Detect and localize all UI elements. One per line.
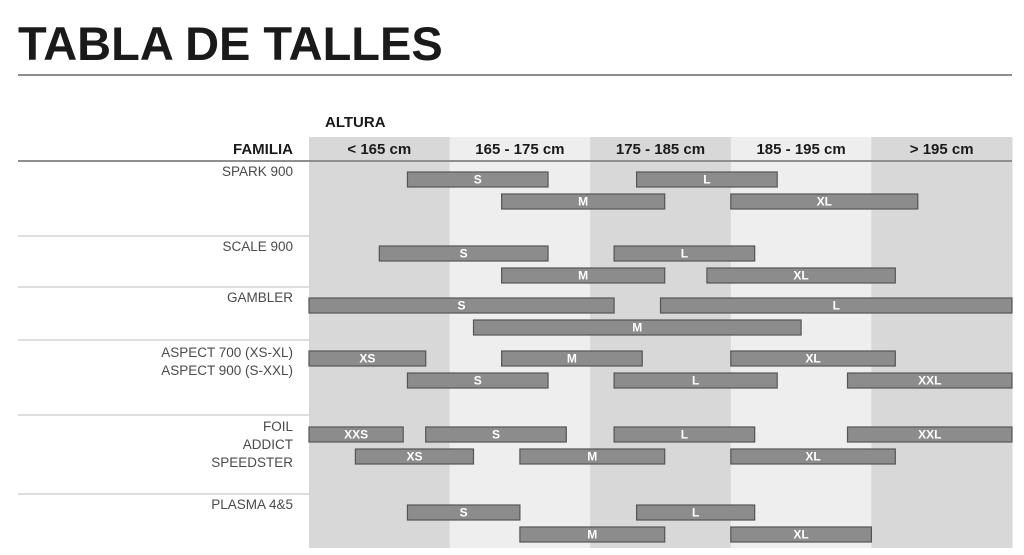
size-bar-label: XXS (344, 427, 369, 442)
size-bar-label: S (459, 246, 468, 261)
size-bar-label: L (703, 172, 711, 187)
size-bar-label: S (491, 427, 501, 442)
family-label: ADDICT (242, 437, 293, 452)
family-label: SPARK 900 (221, 164, 293, 179)
size-bar-label: L (691, 505, 700, 520)
family-label: FOIL (262, 419, 293, 434)
size-bar-label: L (691, 373, 700, 388)
size-bar-label: M (578, 194, 589, 209)
family-label: SCALE 900 (222, 239, 293, 254)
size-bar-label: XXL (918, 373, 942, 388)
size-bar-label: M (566, 351, 577, 366)
size-bar-label: S (459, 505, 468, 520)
family-label: ASPECT 900 (S-XXL) (161, 363, 293, 378)
family-label: ASPECT 700 (XS-XL) (161, 345, 293, 360)
size-bar-label: XL (805, 449, 821, 464)
size-bar-label: XL (793, 527, 809, 542)
axis-label-altura: ALTURA (325, 114, 386, 131)
column-header: 165 - 175 cm (475, 141, 565, 158)
column-header: > 195 cm (909, 141, 974, 158)
header-rule (18, 160, 1012, 162)
size-bar-label: XL (805, 351, 821, 366)
size-bar-label: M (632, 320, 643, 335)
size-bar-label: XL (793, 268, 809, 283)
size-bar-label: XS (406, 449, 423, 464)
family-label: GAMBLER (226, 290, 293, 305)
column-header: 175 - 185 cm (615, 141, 706, 158)
size-bar-label: L (680, 427, 689, 442)
family-label: PLASMA 4&5 (211, 497, 293, 512)
axis-label-familia: FAMILIA (233, 141, 293, 158)
size-bar-label: XXL (918, 427, 942, 442)
column-header: < 165 cm (347, 141, 412, 158)
size-bar-label: S (473, 172, 482, 187)
size-bar-label: L (680, 246, 689, 261)
size-bar-label: M (578, 268, 589, 283)
size-bar-label: M (587, 527, 598, 542)
height-band (309, 137, 450, 548)
size-bar-label: L (832, 298, 840, 313)
size-bar-label: M (587, 449, 598, 464)
size-bar-label: XL (816, 194, 832, 209)
size-bar-label: XS (359, 351, 376, 366)
size-bar-label: S (457, 298, 466, 313)
page-title: TABLA DE TALLES (18, 17, 443, 70)
size-bar-label: S (473, 373, 482, 388)
column-header: 185 - 195 cm (756, 141, 846, 158)
family-label: SPEEDSTER (211, 455, 293, 470)
